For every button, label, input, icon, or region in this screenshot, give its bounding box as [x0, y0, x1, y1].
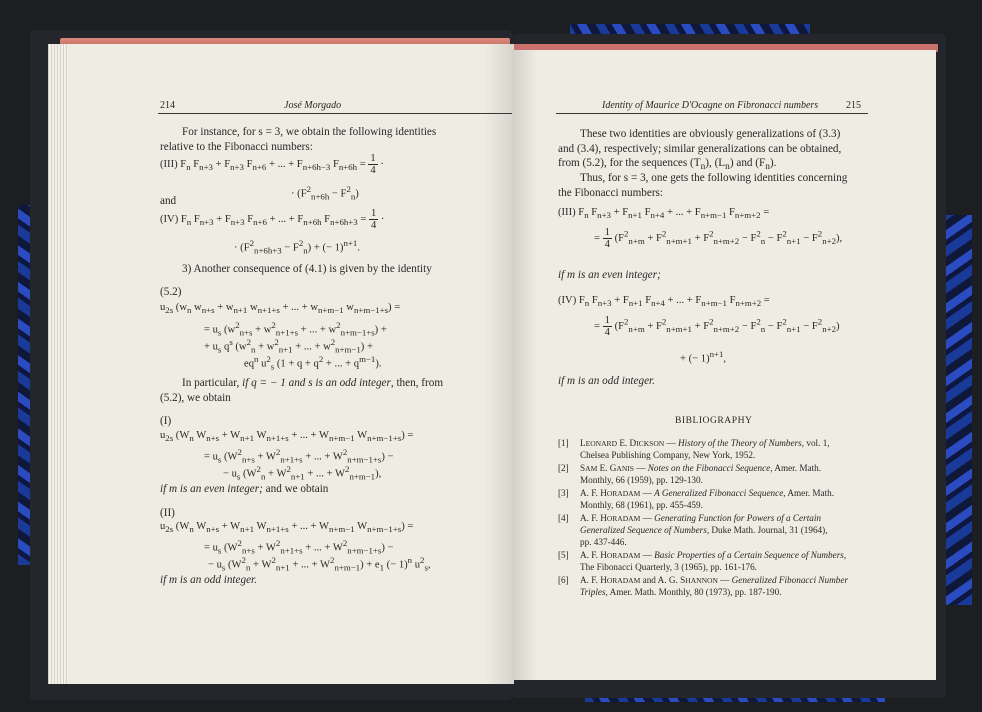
text-line: if m is an even integer; and we obtain	[160, 483, 329, 495]
equation-line: = $\frac{1}{4}$ $(F^2_{n+m} + F^2_{n+m+1} + F^2_{n+m+2} - F^2_n - F^2_{n+1} - F^2_{n+2})$	[594, 315, 840, 339]
bib-line: SAM E. GANIS — Notes on the Fibonacci Sequence, Amer. Math.	[580, 463, 822, 473]
text-line: if m is an odd integer.	[160, 574, 257, 586]
page-number: 215	[846, 100, 861, 111]
running-head: Identity of Maurice D'Ocagne on Fibronacci numbers	[602, 100, 819, 111]
bib-line: Triples, Amer. Math. Monthly, 80 (1973), pp. 187-190.	[580, 587, 782, 597]
bib-label: [1]	[558, 438, 569, 448]
text-line: 3) Another consequence of (4.1) is given by the identity	[182, 263, 432, 275]
page-stack-edge	[48, 44, 68, 684]
bib-line: Monthly, 66 (1959), pp. 129-130.	[580, 475, 703, 485]
bib-line: Chelsea Publishing Company, New York, 1952.	[580, 450, 756, 460]
equation-line: = $u_s$ ($w^2_{n+s} + w^2_{n+1+s}$ + ... + $w^2_{n+m-1+s}$) +	[204, 320, 387, 338]
bib-line: The Fibonacci Quarterly, 3 (1965), pp. 161-176.	[580, 562, 757, 572]
bib-line: A. F. HORADAM — Basic Properties of a Certain Sequence of Numbers,	[580, 550, 847, 560]
equation-line: = $u_s$ ($W^2_{n+s} + W^2_{n+1+s}$ + ... + $W^2_{n+m-1+s}$) −	[204, 538, 394, 556]
text-line: and (3.4), respectively; similar generalizations can be obtained,	[558, 143, 842, 155]
equation-number: (5.2)	[160, 286, 182, 298]
bib-label: [4]	[558, 513, 569, 523]
equation-line: $u_{2s}$ ($W_n$ $W_{n+s} + W_{n+1}$ $W_{n+1+s}$ + ... + $W_{n+m-1}$ $W_{n+m-1+s}$) =	[160, 521, 414, 535]
gutter-shadow	[512, 50, 538, 680]
bib-label: [3]	[558, 488, 569, 498]
equation-line: = $u_s$ ($W^2_{n+s} + W^2_{n+1+s}$ + ... + $W^2_{n+m-1+s}$) −	[204, 447, 394, 465]
text-line: In particular, if q = − 1 and s is an odd integer, then, from	[182, 377, 444, 389]
equation-number: (I)	[160, 415, 172, 427]
bib-line: A. F. HORADAM — A Generalized Fibonacci Sequence, Amer. Math.	[580, 488, 835, 498]
bibliography-heading: BIBLIOGRAPHY	[675, 415, 753, 426]
header-rule	[556, 113, 868, 114]
equation-line: (III) $F_n$ $F_{n+3} + F_{n+1}$ $F_{n+4}$ + ... + $F_{n+m-1}$ $F_{n+m+2}$ =	[558, 207, 770, 221]
page-number: 214	[160, 100, 175, 111]
equation-line: + (− 1)$^{n+1}$,	[680, 349, 727, 365]
text-line: the Fibonacci numbers:	[558, 187, 664, 199]
left-page	[48, 44, 514, 684]
equation-line: (IV) $F_n$ $F_{n+3} + F_{n+3}$ $F_{n+6}$ + ... + $F_{n+6h}$ $F_{n+6h+3}$ = $\frac{1}{4}$ ·	[160, 208, 385, 232]
equation-line: (IV) $F_n$ $F_{n+3} + F_{n+1}$ $F_{n+4}$ + ... + $F_{n+m-1}$ $F_{n+m+2}$ =	[558, 295, 770, 309]
text-line: (5.2), we obtain	[160, 392, 231, 404]
bib-line: pp. 437-446.	[580, 537, 627, 547]
equation-line: $eq^n$ $u^2_s$ ($1 + q + q^2$ + ... + $q^{m-1}$).	[244, 354, 382, 372]
equation-line: $u_{2s}$ ($w_n$ $w_{n+s} + w_{n+1}$ $w_{n+1+s}$ + ... + $w_{n+m-1}$ $w_{n+m-1+s}$) =	[160, 302, 401, 316]
text-line: from (5.2), for the sequences $(T_n)$, $(L_n)$ and $(F_n)$.	[558, 157, 777, 173]
bib-line: Monthly, 68 (1961), pp. 455-459.	[580, 500, 703, 510]
text-line: and	[160, 195, 177, 207]
header-rule	[158, 113, 512, 114]
equation-line: · $(F^2_{n+6h} - F^2_n)$	[291, 184, 359, 202]
bib-line: Generalized Sequence of Numbers, Duke Math. Journal, 31 (1964),	[580, 525, 828, 535]
text-line: For instance, for s = 3, we obtain the following identities	[182, 126, 437, 138]
equation-line: = $\frac{1}{4}$ $(F^2_{n+m} + F^2_{n+m+1} + F^2_{n+m+2} - F^2_n - F^2_{n+1} - F^2_{n+2})$,	[594, 227, 843, 251]
equation-line: (III) $F_n$ $F_{n+3} + F_{n+3}$ $F_{n+6}$ + ... + $F_{n+6h-3}$ $F_{n+6h}$ = $\frac{1}{4}$ ·	[160, 153, 384, 177]
right-page	[512, 50, 936, 680]
equation-line: · $(F^2_{n+6h+3} - F^2_n)$ + (− 1)$^{n+1}$.	[234, 238, 360, 256]
equation-number: (II)	[160, 507, 175, 519]
equation-line: − $u_s$ ($W^2_n + W^2_{n+1}$ + ... + $W^2_{n+m-1}$),	[223, 464, 382, 482]
bib-label: [5]	[558, 550, 569, 560]
bib-label: [2]	[558, 463, 569, 473]
text-line: These two identities are obviously generalizations of (3.3)	[580, 128, 841, 140]
equation-line: − $u_s$ ($W^2_n + W^2_{n+1}$ + ... + $W^2_{n+m-1}) + e_1$ (− 1)$^n$ $u^2_s$,	[208, 555, 431, 573]
gutter-shadow	[484, 44, 514, 684]
bib-line: A. F. HORADAM and A. G. SHANNON — Generalized Fibonacci Number	[580, 575, 849, 585]
bib-label: [6]	[558, 575, 569, 585]
text-line: Thus, for s = 3, one gets the following identities concerning	[580, 172, 848, 184]
bib-line: A. F. HORADAM — Generating Function for Powers of a Certain	[580, 513, 822, 523]
equation-line: $u_{2s}$ ($W_n$ $W_{n+s} + W_{n+1}$ $W_{n+1+s}$ + ... + $W_{n+m-1}$ $W_{n+m-1+s}$) =	[160, 430, 414, 444]
running-head: José Morgado	[284, 100, 342, 111]
text-line: if m is an even integer;	[558, 269, 661, 281]
bib-line: LEONARD E. DICKSON — History of the Theory of Numbers, vol. 1,	[580, 438, 830, 448]
equation-line: + $u_s$ $q^s$ ($w^2_n + w^2_{n+1}$ + ... + $w^2_{n+m-1}$) +	[204, 337, 373, 355]
text-line: relative to the Fibonacci numbers:	[160, 141, 313, 153]
text-line: if m is an odd integer.	[558, 375, 655, 387]
